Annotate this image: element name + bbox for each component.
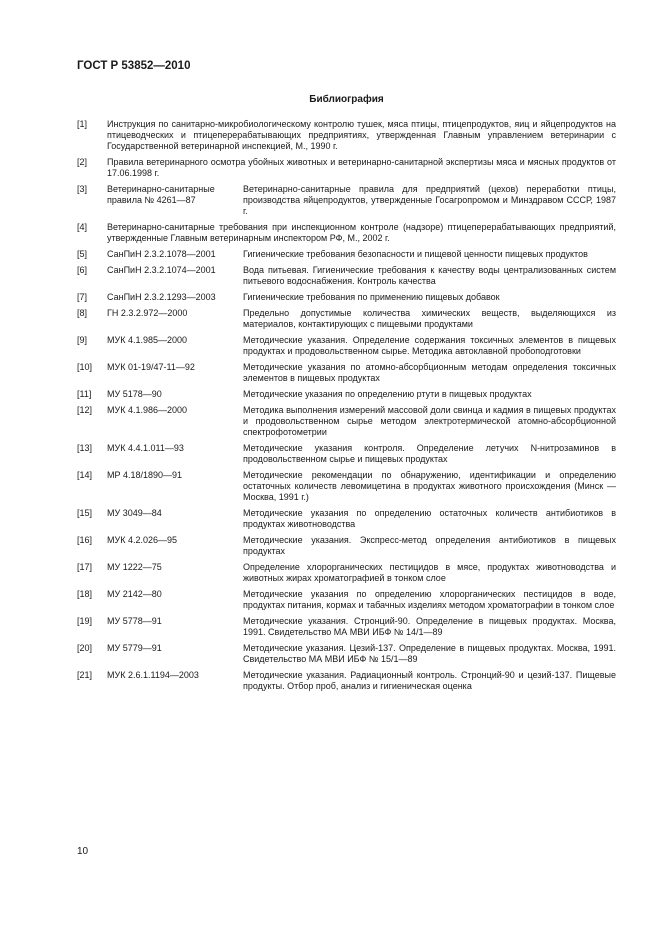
bibliography-entry — [77, 670, 616, 692]
entry-number: [18] — [77, 589, 93, 599]
entry-designation: МУ 5178—90 — [107, 389, 162, 399]
entry-title: Методические указания. Радиационный контроль. Стронций-90 и цезий-137. Пищевые продукты. Отбор проб, анализ и гигиеническая оценка — [243, 670, 616, 691]
bibliography-entry — [77, 362, 616, 384]
entry-title: Методические рекомендации по обнаружению, идентификации и определению остаточных количеств левомицетина в продуктах животного происхождения (Минск — Москва, 1991 г.) — [243, 470, 616, 502]
entry-title: Ветеринарно-санитарные правила для предприятий (цехов) переработки птицы, производства яйцепродуктов, утвержденные Госагропромом и Минздравом СССР, 1987 г. — [243, 184, 616, 216]
entry-designation: МУК 01-19/47-11—92 — [107, 362, 195, 372]
entry-title: Методика выполнения измерений массовой доли свинца и кадмия в пищевых продуктах и продовольственном сырье методом электротермической атомно-абсорбционной спектрофотометрии — [243, 405, 616, 437]
entry-number: [2] — [77, 157, 88, 167]
entry-designation: МУК 4.1.985—2000 — [107, 335, 188, 345]
bibliography-entry — [77, 222, 616, 244]
entry-number: [1] — [77, 119, 88, 129]
page-number: 10 — [77, 846, 89, 857]
entry-title: Гигиенические требования по применению пищевых добавок — [243, 292, 500, 302]
entry-title: Вода питьевая. Гигиенические требования к качеству воды централизованных систем питьевого водоснабжения. Контроль качества — [243, 265, 616, 286]
bibliography-entry — [77, 589, 616, 611]
entry-title: Гигиенические требования безопасности и пищевой ценности пищевых продуктов — [243, 249, 588, 259]
entry-title: Методические указания по определению остаточных количеств антибиотиков в продуктах животноводства — [243, 508, 616, 529]
bibliography-entry — [77, 443, 616, 465]
bibliography-entry — [77, 249, 616, 260]
entry-designation: СанПиН 2.3.2.1078—2001 — [107, 249, 216, 259]
entry-designation: МУ 2142—80 — [107, 589, 162, 599]
entry-number: [19] — [77, 616, 93, 626]
bibliography-entry — [77, 119, 616, 152]
entry-designation: МУК 4.2.026—95 — [107, 535, 177, 545]
entry-number: [3] — [77, 184, 88, 194]
bibliography-entry — [77, 470, 616, 503]
entry-number: [20] — [77, 643, 93, 653]
entry-number: [6] — [77, 265, 88, 275]
entry-number: [14] — [77, 470, 93, 480]
bibliography-entry — [77, 616, 616, 638]
entry-number: [13] — [77, 443, 93, 453]
entry-designation: СанПиН 2.3.2.1293—2003 — [107, 292, 216, 302]
entry-designation: МУК 4.1.986—2000 — [107, 405, 188, 415]
entry-designation: МУК 4.4.1.011—93 — [107, 443, 184, 453]
section-title: Библиография — [309, 94, 384, 105]
entry-title: Инструкция по санитарно-микробиологическому контролю тушек, мяса птицы, птицепродуктов, яиц и яйцепродуктов на птицеводческих и птицеперерабатывающих предприятиях, утвержденная Главным управлением ветеринарии с Государственной ветеринарной инспекцией, М., 1990 г. — [107, 119, 616, 151]
bibliography-entry — [77, 265, 616, 287]
bibliography-entry — [77, 389, 616, 400]
entry-designation: СанПиН 2.3.2.1074—2001 — [107, 265, 216, 275]
entry-title: Ветеринарно-санитарные требования при инспекционном контроле (надзоре) птицеперерабатывающих предприятий, утвержденные Главным ветеринарным инспектором РФ, М., 2002 г. — [107, 222, 616, 243]
entry-title: Методические указания. Экспресс-метод определения антибиотиков в пищевых продуктах — [243, 535, 616, 556]
entry-number: [4] — [77, 222, 88, 232]
bibliography-entry — [77, 184, 616, 217]
entry-number: [11] — [77, 389, 92, 399]
entry-number: [12] — [77, 405, 93, 415]
bibliography-entry — [77, 292, 616, 303]
entry-designation: МУК 2.6.1.1194—2003 — [107, 670, 199, 680]
entry-number: [17] — [77, 562, 93, 572]
bibliography-entry — [77, 643, 616, 665]
entry-title: Определение хлорорганических пестицидов в мясе, продуктах животноводства и животных жирах хроматографией в тонком слое — [243, 562, 616, 583]
entry-title: Методические указания по определению хлорорганических пестицидов в воде, продуктах питания, кормах и табачных изделиях методом хроматографии в тонком слое — [243, 589, 616, 610]
entry-number: [5] — [77, 249, 88, 259]
entry-number: [9] — [77, 335, 88, 345]
entry-title: Методические указания по атомно-абсорбционным методам определения токсичных элементов в пищевых продуктах — [243, 362, 616, 383]
entry-title: Методические указания. Стронций-90. Определение в пищевых продуктах. Москва, 1991. Свидетельство МА МВИ ИБФ № 14/1—89 — [243, 616, 616, 637]
bibliography-list — [77, 119, 616, 697]
bibliography-entry — [77, 562, 616, 584]
entry-designation: МУ 3049—84 — [107, 508, 162, 518]
entry-designation: МУ 1222—75 — [107, 562, 162, 572]
bibliography-entry — [77, 308, 616, 330]
entry-number: [21] — [77, 670, 93, 680]
entry-number: [16] — [77, 535, 93, 545]
bibliography-entry — [77, 157, 616, 179]
entry-designation: МУ 5778—91 — [107, 616, 162, 626]
entry-title: Методические указания по определению ртути в пищевых продуктах — [243, 389, 532, 399]
entry-title: Правила ветеринарного осмотра убойных животных и ветеринарно-санитарной экспертизы мяса и мясных продуктов от 17.06.1998 г. — [107, 157, 616, 178]
bibliography-entry — [77, 405, 616, 438]
entry-title: Методические указания. Определение содержания токсичных элементов в пищевых продуктах и продовольственном сырье. Методика автоклавной пробоподготовки — [243, 335, 616, 356]
bibliography-entry — [77, 508, 616, 530]
entry-title: Методические указания контроля. Определение летучих N-нитрозаминов в продовольственном сырье и пищевых продуктах — [243, 443, 616, 464]
entry-title: Предельно допустимые количества химических веществ, выделяющихся из материалов, контактирующих с пищевыми продуктами — [243, 308, 616, 329]
entry-title: Методические указания. Цезий-137. Определение в пищевых продуктах. Москва, 1991. Свидетельство МА МВИ ИБФ № 15/1—89 — [243, 643, 616, 664]
entry-number: [8] — [77, 308, 88, 318]
bibliography-entry — [77, 335, 616, 357]
entry-number: [10] — [77, 362, 93, 372]
standard-code: ГОСТ Р 53852—2010 — [77, 60, 191, 72]
entry-number: [7] — [77, 292, 88, 302]
bibliography-entry — [77, 535, 616, 557]
entry-number: [15] — [77, 508, 93, 518]
entry-designation: ГН 2.3.2.972—2000 — [107, 308, 188, 318]
entry-designation: МР 4.18/1890—91 — [107, 470, 183, 480]
entry-designation: МУ 5779—91 — [107, 643, 162, 653]
entry-designation: Ветеринарно-санитарные правила № 4261—87 — [107, 184, 215, 205]
